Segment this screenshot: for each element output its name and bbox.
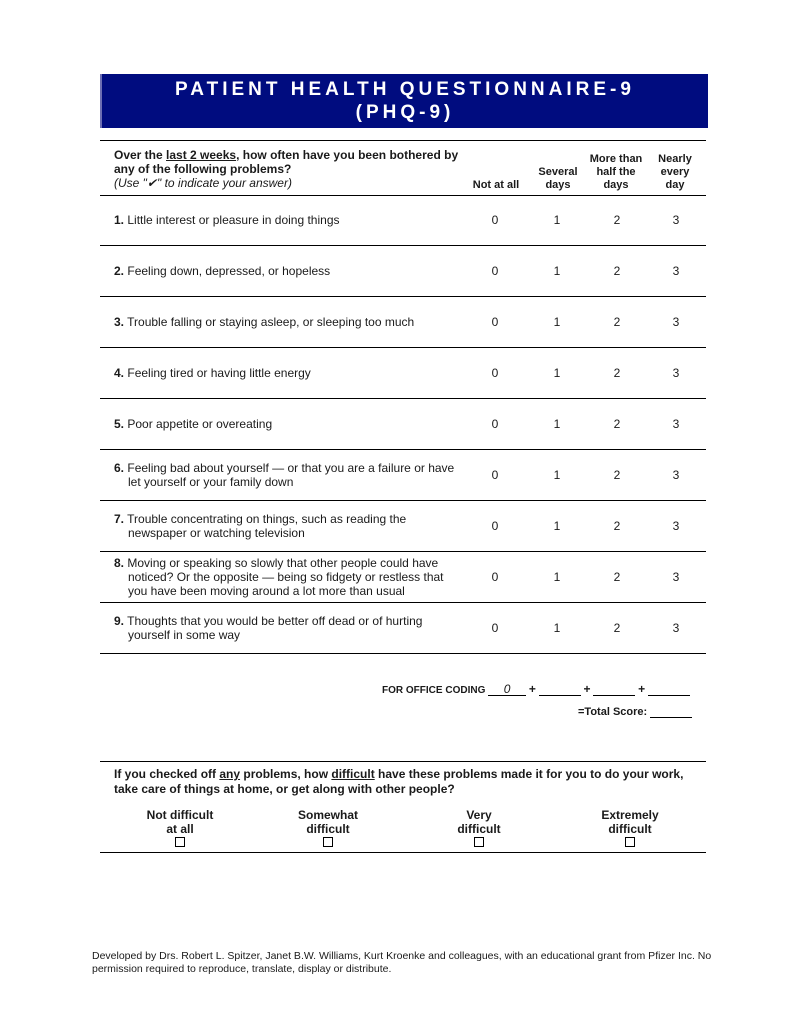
question-row bbox=[100, 501, 706, 552]
question-text-wrap bbox=[114, 512, 464, 540]
question-text: Poor appetite or overeating bbox=[127, 417, 273, 431]
title-bar bbox=[100, 74, 708, 128]
question-row bbox=[100, 399, 706, 450]
office-coding bbox=[382, 682, 690, 696]
plus-sign: + bbox=[638, 682, 646, 696]
question-text-cell bbox=[114, 450, 464, 500]
score-option[interactable]: 2 bbox=[613, 417, 621, 431]
score-option[interactable]: 0 bbox=[491, 213, 499, 227]
coding-column-4-input[interactable] bbox=[648, 683, 690, 696]
score-option[interactable]: 3 bbox=[672, 366, 680, 380]
office-coding-label-c: C bbox=[445, 685, 453, 696]
table-header bbox=[100, 140, 706, 196]
office-coding-label-ffice: FFICE bbox=[413, 685, 446, 696]
option-not-difficult-label: Not difficult at all bbox=[146, 808, 214, 836]
score-option[interactable]: 0 bbox=[491, 417, 499, 431]
score-option[interactable]: 2 bbox=[613, 366, 621, 380]
option-somewhat-difficult-label: Somewhat difficult bbox=[297, 808, 358, 836]
question-text: Trouble falling or staying asleep, or sleeping too much bbox=[127, 315, 415, 329]
question-text-wrap bbox=[114, 315, 414, 329]
question-number: 5. bbox=[114, 417, 125, 431]
total-score-input[interactable] bbox=[650, 705, 692, 718]
score-option[interactable]: 3 bbox=[672, 213, 680, 227]
score-option[interactable]: 0 bbox=[491, 519, 499, 533]
score-option[interactable]: 3 bbox=[672, 468, 680, 482]
question-text-wrap bbox=[114, 556, 464, 598]
score-option[interactable]: 1 bbox=[553, 264, 561, 278]
score-option[interactable]: 2 bbox=[613, 621, 621, 635]
score-option[interactable]: 0 bbox=[491, 366, 499, 380]
question-number: 1. bbox=[114, 213, 125, 227]
score-option[interactable]: 2 bbox=[613, 213, 621, 227]
office-coding-label-f: F bbox=[382, 685, 389, 696]
question-text-wrap bbox=[114, 213, 340, 227]
question-number: 3. bbox=[114, 315, 125, 329]
office-coding-label-o: O bbox=[405, 685, 414, 696]
instructions-period: last 2 weeks bbox=[166, 148, 237, 162]
plus-sign: + bbox=[583, 682, 591, 696]
question-row bbox=[100, 297, 706, 348]
question-text: Little interest or pleasure in doing things bbox=[127, 213, 340, 227]
question-text-wrap bbox=[114, 366, 311, 380]
coding-column-2-input[interactable] bbox=[539, 683, 581, 696]
difficulty-question-any: any bbox=[219, 767, 241, 781]
score-option[interactable]: 0 bbox=[491, 315, 499, 329]
office-coding-label-oding: ODING bbox=[452, 685, 486, 696]
option-very-difficult bbox=[424, 808, 534, 847]
question-text-cell bbox=[114, 246, 464, 296]
checkbox-not-difficult[interactable] bbox=[175, 837, 185, 847]
score-option[interactable]: 2 bbox=[613, 570, 621, 584]
option-extremely-difficult-label: Extremely difficult bbox=[601, 808, 659, 836]
question-text-wrap bbox=[114, 417, 272, 431]
question-row bbox=[100, 246, 706, 297]
question-text: Moving or speaking so slowly that other people could have noticed? Or the opposite — being so fidgety or restless that you have been moving around a lot more than usual bbox=[127, 556, 444, 598]
score-option[interactable]: 3 bbox=[672, 264, 680, 278]
score-option[interactable]: 1 bbox=[553, 468, 561, 482]
plus-sign: + bbox=[528, 682, 536, 696]
question-text-cell bbox=[114, 399, 464, 449]
column-header-several-days: Several days bbox=[538, 166, 578, 191]
question-text-cell bbox=[114, 603, 464, 653]
question-number: 9. bbox=[114, 614, 125, 628]
column-header-more-than-half: More than half the days bbox=[589, 153, 643, 191]
question-number: 6. bbox=[114, 461, 125, 475]
question-row bbox=[100, 195, 706, 246]
score-option[interactable]: 2 bbox=[613, 468, 621, 482]
score-option[interactable]: 3 bbox=[672, 570, 680, 584]
score-option[interactable]: 3 bbox=[672, 315, 680, 329]
question-text-wrap bbox=[114, 461, 464, 489]
question-text: Feeling tired or having little energy bbox=[127, 366, 311, 380]
difficulty-question bbox=[114, 767, 694, 797]
score-option[interactable]: 1 bbox=[553, 315, 561, 329]
difficulty-question-text: If you checked off bbox=[114, 767, 220, 781]
coding-column-1-input[interactable]: 0 bbox=[488, 683, 526, 696]
question-text-cell bbox=[114, 348, 464, 398]
score-option[interactable]: 1 bbox=[553, 213, 561, 227]
question-number: 2. bbox=[114, 264, 125, 278]
option-somewhat-difficult bbox=[273, 808, 383, 847]
question-row bbox=[100, 603, 706, 654]
form-abbreviation: (PHQ-9) bbox=[355, 102, 455, 123]
score-option[interactable]: 1 bbox=[553, 621, 561, 635]
score-option[interactable]: 2 bbox=[613, 264, 621, 278]
question-text-wrap bbox=[114, 264, 330, 278]
checkbox-very-difficult[interactable] bbox=[474, 837, 484, 847]
score-option[interactable]: 2 bbox=[613, 315, 621, 329]
column-header-nearly-every-day: Nearly every day bbox=[658, 153, 692, 191]
score-option[interactable]: 3 bbox=[672, 417, 680, 431]
question-text: Feeling down, depressed, or hopeless bbox=[127, 264, 331, 278]
question-text-cell bbox=[114, 297, 464, 347]
question-text: Thoughts that you would be better off dead or of hurting yourself in some way bbox=[127, 614, 423, 642]
question-row bbox=[100, 450, 706, 501]
checkbox-extremely-difficult[interactable] bbox=[625, 837, 635, 847]
score-option[interactable]: 0 bbox=[491, 570, 499, 584]
score-option[interactable]: 3 bbox=[672, 621, 680, 635]
score-option[interactable]: 1 bbox=[553, 417, 561, 431]
question-number: 8. bbox=[114, 556, 125, 570]
option-very-difficult-label: Very difficult bbox=[457, 808, 501, 836]
total-score bbox=[578, 705, 692, 718]
instructions bbox=[114, 148, 464, 190]
question-text: Feeling bad about yourself — or that you are a failure or have let yourself or your family down bbox=[127, 461, 455, 489]
score-option[interactable]: 1 bbox=[553, 519, 561, 533]
instructions-note: (Use "✔" to indicate your answer) bbox=[114, 176, 292, 190]
question-number: 7. bbox=[114, 512, 125, 526]
checkbox-somewhat-difficult[interactable] bbox=[323, 837, 333, 847]
score-option[interactable]: 1 bbox=[553, 570, 561, 584]
question-row bbox=[100, 552, 706, 603]
column-header-not-at-all: Not at all bbox=[472, 179, 520, 191]
instructions-text-rest: , how often have you been bothered by any of the following problems? bbox=[114, 148, 459, 176]
score-option[interactable]: 0 bbox=[491, 621, 499, 635]
score-option[interactable]: 0 bbox=[491, 264, 499, 278]
office-coding-label-or: OR bbox=[388, 685, 406, 696]
question-number: 4. bbox=[114, 366, 125, 380]
question-text-wrap bbox=[114, 614, 464, 642]
footer-credit: Developed by Drs. Robert L. Spitzer, Janet B.W. Williams, Kurt Kroenke and colleagues, with an educational grant from Pfizer Inc. No permission required to reproduce, translate, display or distribute. bbox=[92, 950, 712, 975]
score-option[interactable]: 2 bbox=[613, 519, 621, 533]
option-extremely-difficult bbox=[575, 808, 685, 847]
question-text-cell bbox=[114, 195, 464, 245]
instructions-text: Over the bbox=[114, 148, 167, 162]
coding-column-3-input[interactable] bbox=[593, 683, 635, 696]
difficulty-question-difficult: difficult bbox=[331, 767, 375, 781]
score-option[interactable]: 3 bbox=[672, 519, 680, 533]
question-row bbox=[100, 348, 706, 399]
difficulty-question-text-2: problems, how bbox=[240, 767, 332, 781]
total-score-label: =Total Score: bbox=[578, 706, 648, 718]
score-option[interactable]: 1 bbox=[553, 366, 561, 380]
difficulty-section bbox=[100, 761, 706, 853]
difficulty-question-text-3: have these problems made it for you to do your work, take care of things at home, or get along with other people? bbox=[114, 767, 684, 796]
form-title: PATIENT HEALTH QUESTIONNAIRE-9 bbox=[175, 79, 635, 100]
score-option[interactable]: 0 bbox=[491, 468, 499, 482]
question-text-cell bbox=[114, 552, 464, 602]
question-text: Trouble concentrating on things, such as reading the newspaper or watching television bbox=[127, 512, 407, 540]
question-text-cell bbox=[114, 501, 464, 551]
option-not-difficult bbox=[125, 808, 235, 847]
